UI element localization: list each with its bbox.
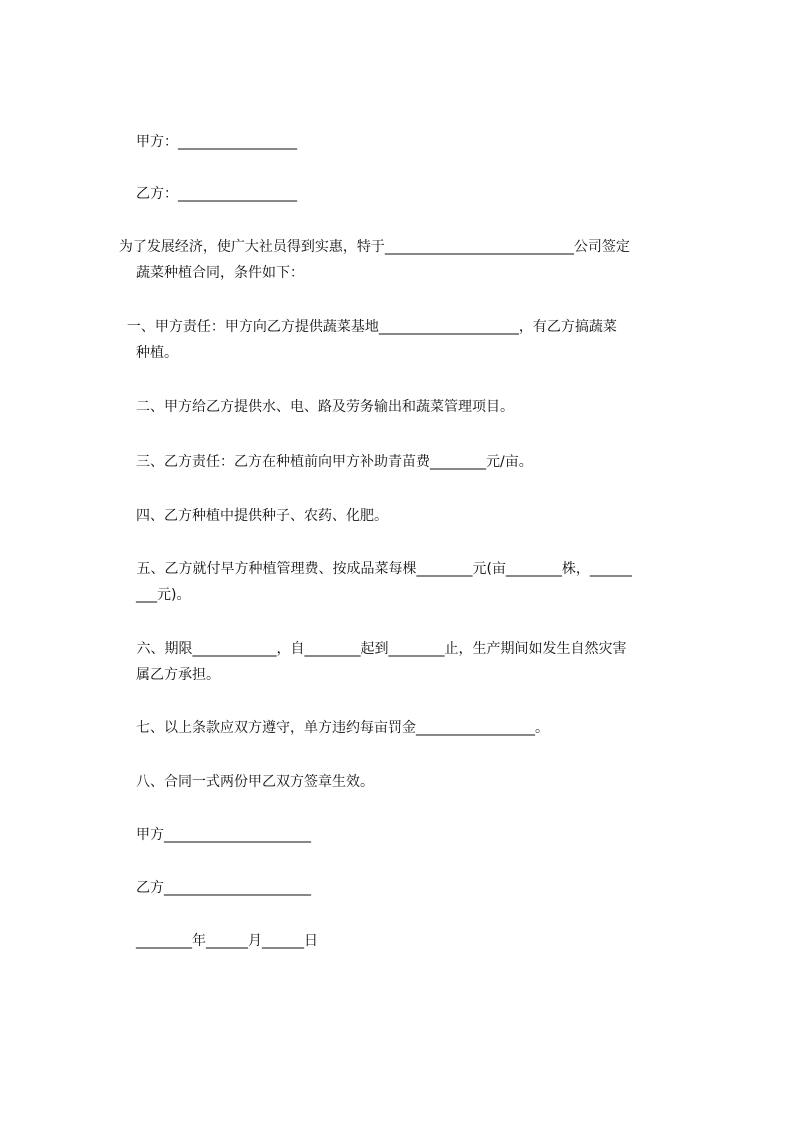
intro-line-1: 为了发展经济，使广大社员得到实惠，特于___________________________公司签定 <box>110 239 630 255</box>
clause-7: 七、以上条款应双方遵守，单方违约每亩罚金_________________。 <box>136 720 549 736</box>
intro-line-2: 蔬菜种植合同，条件如下： <box>136 265 304 281</box>
clause-1-line-2: 种植。 <box>136 345 178 361</box>
clause-3: 三、乙方责任：乙方在种植前向甲方补助青苗费________元/亩。 <box>136 454 533 470</box>
clause-5-line-2: ___元)。 <box>136 587 191 603</box>
signature-party-b: 乙方_____________________ <box>136 880 311 896</box>
party-b-header: 乙方：_________________ <box>136 186 297 202</box>
party-a-header: 甲方：_________________ <box>136 134 297 150</box>
clause-1-line-1: 一、甲方责任：甲方向乙方提供蔬菜基地____________________，有乙方搞蔬菜 <box>118 319 617 335</box>
clause-8: 八、合同一式两份甲乙双方签章生效。 <box>136 774 374 790</box>
signature-date: ________年______月______日 <box>136 933 318 949</box>
clause-2: 二、甲方给乙方提供水、电、路及劳务输出和蔬菜管理项目。 <box>136 399 514 415</box>
clause-4: 四、乙方种植中提供种子、农药、化肥。 <box>136 508 388 524</box>
signature-party-a: 甲方_____________________ <box>136 827 311 843</box>
clause-6-line-2: 属乙方承担。 <box>136 667 220 683</box>
clause-5-line-1: 五、乙方就付早方种植管理费、按成品菜每棵________元(亩________株，______ <box>132 561 632 577</box>
clause-6-line-1: 六、期限____________，自________起到________止，生产期间如发生自然灾害 <box>132 641 627 657</box>
